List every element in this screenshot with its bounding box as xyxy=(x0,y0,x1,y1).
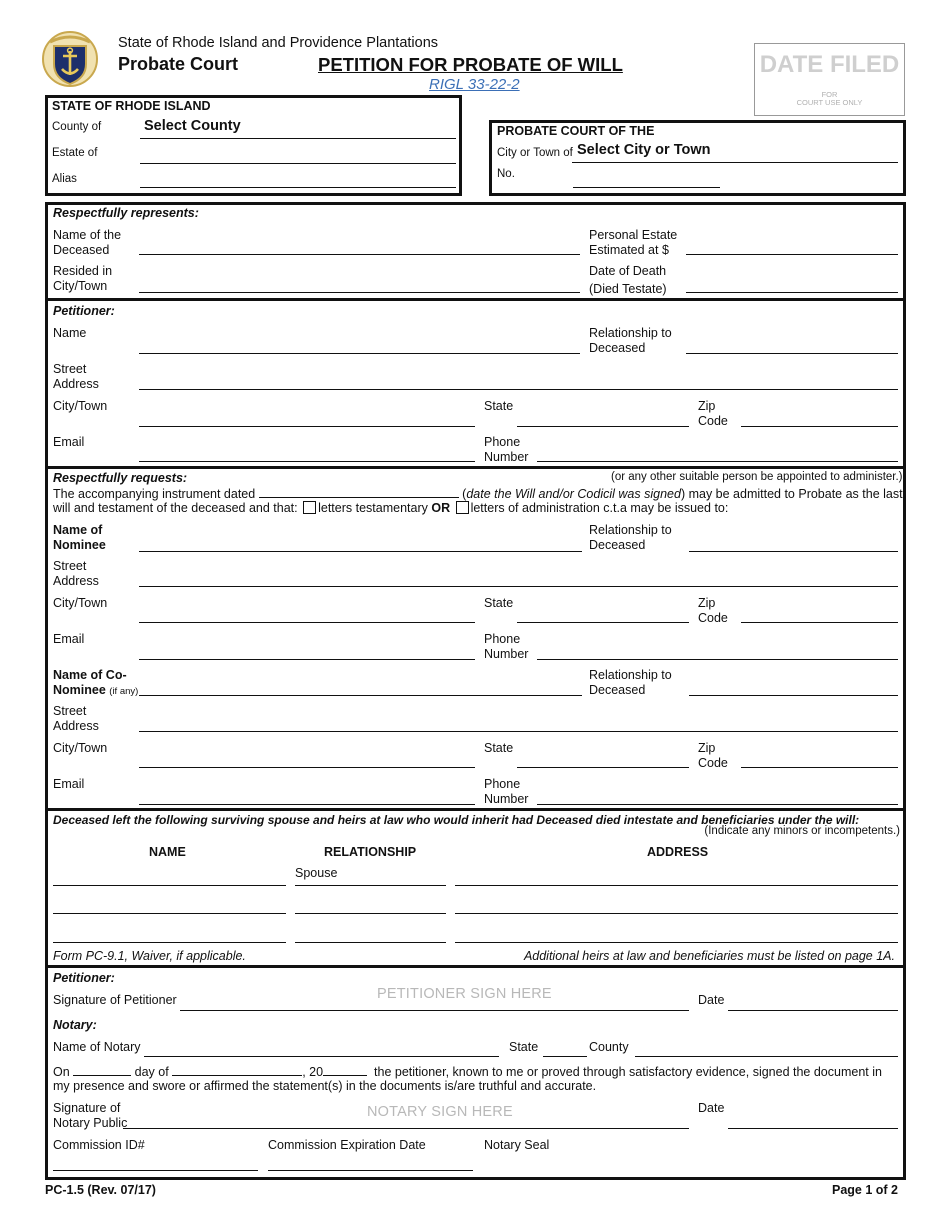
heir-1-address-input[interactable] xyxy=(455,885,898,886)
notary-heading: Notary: xyxy=(53,1018,97,1032)
waiver-note: Form PC-9.1, Waiver, if applicable. xyxy=(53,949,246,963)
conominee-l2: Nominee xyxy=(53,683,106,697)
petitioner-name-input[interactable] xyxy=(139,353,580,354)
conominee-zip-l1: Zip xyxy=(698,741,716,755)
personal-estate-label-l2: Estimated at $ xyxy=(589,243,669,257)
nominee-phone-input[interactable] xyxy=(537,659,898,660)
instrument-date-input[interactable] xyxy=(259,486,459,498)
petitioner-relationship-input[interactable] xyxy=(686,353,898,354)
date-of-death-input[interactable] xyxy=(686,292,898,293)
conominee-rel-l1: Relationship to xyxy=(589,668,672,682)
attest-twenty: , 20 xyxy=(302,1065,324,1079)
nominee-street-label xyxy=(53,559,99,589)
petitioner-email-label: Email xyxy=(53,435,85,449)
personal-estate-label-l1: Personal Estate xyxy=(589,228,678,242)
conominee-relationship-input[interactable] xyxy=(689,695,898,696)
commission-exp-label: Commission Expiration Date xyxy=(268,1138,426,1152)
petitioner-date-input[interactable] xyxy=(728,1010,898,1011)
state-seal-logo xyxy=(42,28,98,90)
conominee-zip-input[interactable] xyxy=(741,767,898,768)
alias-label: Alias xyxy=(52,173,77,185)
conominee-street-input[interactable] xyxy=(139,731,898,732)
notary-date-input[interactable] xyxy=(728,1128,898,1129)
court-name: Probate Court xyxy=(118,54,239,74)
city-line xyxy=(572,162,898,163)
nominee-name-input[interactable] xyxy=(139,551,582,552)
notary-date-label: Date xyxy=(698,1101,725,1115)
notary-sign-here[interactable]: NOTARY SIGN HERE xyxy=(367,1104,513,1120)
petitioner-phone-label xyxy=(484,435,528,465)
conominee-email-input[interactable] xyxy=(139,804,475,805)
conominee-phone-label xyxy=(484,777,528,807)
resided-label xyxy=(53,264,112,294)
heir-3-name-input[interactable] xyxy=(53,942,286,943)
letters-testamentary-checkbox[interactable] xyxy=(303,501,316,514)
petitioner-zip-l1: Zip xyxy=(698,399,716,413)
sig-petitioner-heading: Petitioner: xyxy=(53,971,115,985)
conominee-name-label xyxy=(53,668,138,699)
county-line xyxy=(140,138,456,139)
resided-label-l2: City/Town xyxy=(53,279,108,293)
notary-seal-label: Notary Seal xyxy=(484,1138,550,1152)
notary-county-label: County xyxy=(589,1040,629,1054)
city-label: City or Town of xyxy=(497,147,573,159)
petitioner-zip-input[interactable] xyxy=(741,426,898,427)
conominee-street-l1: Street xyxy=(53,704,87,718)
attest-month-input[interactable] xyxy=(172,1064,302,1076)
conominee-zip-label xyxy=(698,741,728,771)
conominee-phone-l2: Number xyxy=(484,792,529,806)
petitioner-zip-label xyxy=(698,399,728,429)
letters-admin-checkbox[interactable] xyxy=(456,501,469,514)
date-filed-label: DATE FILED xyxy=(759,51,900,78)
form-id: PC-1.5 (Rev. 07/17) xyxy=(45,1183,156,1197)
attestation-line-1 xyxy=(53,1064,882,1080)
personal-estate-label xyxy=(589,228,677,258)
requests-line-2 xyxy=(53,501,728,516)
petitioner-street-label xyxy=(53,362,99,392)
court-use-only-label: COURT USE ONLY xyxy=(796,98,863,107)
notary-sig-l2: Notary Public xyxy=(53,1116,128,1130)
represents-heading: Respectfully represents: xyxy=(53,206,199,220)
nominee-l1: Name of xyxy=(53,523,103,537)
nominee-zip-label xyxy=(698,596,728,626)
nominee-street-input[interactable] xyxy=(139,586,898,587)
nominee-city-input[interactable] xyxy=(139,622,475,623)
heirs-note: (Indicate any minors or incompetents.) xyxy=(704,825,900,837)
heir-2-relationship-input[interactable] xyxy=(295,913,446,914)
petitioner-state-label: State xyxy=(484,399,514,413)
nominee-zip-l2: Code xyxy=(698,611,728,625)
date-filed-box[interactable] xyxy=(754,43,905,116)
commission-exp-input[interactable] xyxy=(268,1170,473,1171)
notary-name-input[interactable] xyxy=(144,1056,499,1057)
petitioner-phone-l2: Number xyxy=(484,450,529,464)
heir-1-relationship-input[interactable] xyxy=(295,885,446,886)
personal-estate-input[interactable] xyxy=(686,254,898,255)
nominee-rel-l1: Relationship to xyxy=(589,523,672,537)
nominee-zip-input[interactable] xyxy=(741,622,898,623)
notary-county-input[interactable] xyxy=(635,1056,898,1057)
statute-link[interactable]: RIGL 33-22-2 xyxy=(429,76,520,93)
divider-petitioner xyxy=(45,298,906,301)
nominee-city-label: City/Town xyxy=(53,596,108,610)
nominee-l2: Nominee xyxy=(53,538,106,552)
petitioner-city-input[interactable] xyxy=(139,426,475,427)
conominee-email-label: Email xyxy=(53,777,85,791)
date-of-death-label-l2: (Died Testate) xyxy=(589,282,667,296)
sig-petitioner-label: Signature of Petitioner xyxy=(53,993,177,1007)
nominee-street-l1: Street xyxy=(53,559,87,573)
deceased-name-input[interactable] xyxy=(139,254,580,255)
heir-3-address-input[interactable] xyxy=(455,942,898,943)
conominee-city-label: City/Town xyxy=(53,741,108,755)
attest-day-of: day of xyxy=(134,1065,169,1079)
requests-line-2-a: will and testament of the deceased and that: xyxy=(53,501,298,515)
notary-name-label: Name of Notary xyxy=(53,1040,141,1054)
requests-note: (or any other suitable person be appointed to administer.) xyxy=(611,471,903,483)
petitioner-phone-l1: Phone xyxy=(484,435,521,449)
petitioner-date-label: Date xyxy=(698,993,725,1007)
or-label: OR xyxy=(431,501,451,515)
petitioner-state-input[interactable] xyxy=(517,426,689,427)
petitioner-rel-l1: Relationship to xyxy=(589,326,672,340)
requests-line-1-c: ) may be admitted to Probate as the last xyxy=(680,487,903,501)
deceased-name-label-l2: Deceased xyxy=(53,243,110,257)
divider-signature xyxy=(45,965,906,968)
county-label: County of xyxy=(52,121,102,133)
nominee-street-l2: Address xyxy=(53,574,99,588)
date-of-death-label xyxy=(589,264,667,297)
petitioner-zip-l2: Code xyxy=(698,414,728,428)
heirs-spouse-label: Spouse xyxy=(295,866,338,880)
alias-input[interactable] xyxy=(140,187,456,188)
deceased-name-label-l1: Name of the xyxy=(53,228,122,242)
page-title: PETITION FOR PROBATE OF WILL xyxy=(318,54,623,75)
conominee-street-l2: Address xyxy=(53,719,99,733)
attestation-line-2: my presence and swore or affirmed the statement(s) in the documents is/are truthful and accurate. xyxy=(53,1079,597,1093)
nominee-rel-l2: Deceased xyxy=(589,538,646,552)
notary-sig-l1: Signature of xyxy=(53,1101,121,1115)
resided-label-l1: Resided in xyxy=(53,264,113,278)
notary-signature-input[interactable] xyxy=(123,1128,689,1129)
heir-1-name-input[interactable] xyxy=(53,885,286,886)
commission-id-input[interactable] xyxy=(53,1170,258,1171)
notary-state-input[interactable] xyxy=(543,1056,587,1057)
conominee-zip-l2: Code xyxy=(698,756,728,770)
page-number: Page 1 of 2 xyxy=(832,1183,898,1197)
heirs-col-name: NAME xyxy=(149,845,186,859)
case-no-label: No. xyxy=(497,168,515,180)
state-heading: STATE OF RHODE ISLAND xyxy=(52,99,211,113)
attest-on: On xyxy=(53,1065,70,1079)
notary-state-label: State xyxy=(509,1040,539,1054)
resided-input[interactable] xyxy=(139,292,580,293)
conominee-rel-l2: Deceased xyxy=(589,683,646,697)
state-line: State of Rhode Island and Providence Plantations xyxy=(118,35,439,51)
petitioner-street-input[interactable] xyxy=(139,389,898,390)
divider-requests xyxy=(45,466,906,469)
requests-line-1 xyxy=(53,486,903,502)
main-form-box xyxy=(45,202,906,1180)
estate-label: Estate of xyxy=(52,147,98,159)
probate-court-of-heading: PROBATE COURT OF THE xyxy=(497,124,655,138)
deceased-name-label xyxy=(53,228,121,258)
heir-2-name-input[interactable] xyxy=(53,913,286,914)
conominee-state-input[interactable] xyxy=(517,767,689,768)
conominee-relationship-label xyxy=(589,668,672,698)
letters-admin-label: letters of administration c.t.a may be issued to: xyxy=(470,501,729,515)
attest-year-input[interactable] xyxy=(323,1064,367,1076)
nominee-state-input[interactable] xyxy=(517,622,689,623)
nominee-state-label: State xyxy=(484,596,514,610)
nominee-zip-l1: Zip xyxy=(698,596,716,610)
county-select[interactable]: Select County xyxy=(144,118,241,134)
requests-line-1-b: ( xyxy=(462,487,467,501)
petitioner-street-l2: Address xyxy=(53,377,99,391)
conominee-state-label: State xyxy=(484,741,514,755)
attest-text-1: the petitioner, known to me or proved through satisfactory evidence, signed the document in xyxy=(374,1065,882,1079)
petitioner-street-l1: Street xyxy=(53,362,87,376)
petitioner-email-input[interactable] xyxy=(139,461,475,462)
petitioner-relationship-label xyxy=(589,326,672,356)
estate-input[interactable] xyxy=(140,163,456,164)
conominee-city-input[interactable] xyxy=(139,767,475,768)
petitioner-sign-here[interactable]: PETITIONER SIGN HERE xyxy=(377,986,552,1002)
nominee-relationship-input[interactable] xyxy=(689,551,898,552)
attest-day-input[interactable] xyxy=(73,1064,131,1076)
requests-heading: Respectfully requests: xyxy=(53,471,188,485)
conominee-l1: Name of Co- xyxy=(53,668,127,682)
date-of-death-label-l1: Date of Death xyxy=(589,264,667,278)
city-select[interactable]: Select City or Town xyxy=(577,142,711,158)
additional-heirs-note: Additional heirs at law and beneficiaries must be listed on page 1A. xyxy=(523,949,895,963)
divider-heirs xyxy=(45,808,906,811)
petitioner-phone-input[interactable] xyxy=(537,461,898,462)
petitioner-city-label: City/Town xyxy=(53,399,108,413)
requests-line-1-a: The accompanying instrument dated xyxy=(53,487,256,501)
nominee-phone-l1: Phone xyxy=(484,632,521,646)
conominee-street-label xyxy=(53,704,99,734)
petitioner-signature-input[interactable] xyxy=(180,1010,689,1011)
nominee-phone-label xyxy=(484,632,528,662)
conominee-name-input[interactable] xyxy=(139,695,582,696)
nominee-email-label: Email xyxy=(53,632,85,646)
nominee-relationship-label xyxy=(589,523,672,553)
nominee-phone-l2: Number xyxy=(484,647,529,661)
petitioner-rel-l2: Deceased xyxy=(589,341,646,355)
letters-testamentary-label: letters testamentary xyxy=(318,501,428,515)
for-court-label: FOR xyxy=(821,90,838,99)
heirs-heading: Deceased left the following surviving spouse and heirs at law who would inherit had Deceased died intestate and beneficiaries under the will: xyxy=(53,813,860,827)
requests-line-1-italic: date the Will and/or Codicil was signed xyxy=(466,487,681,501)
heir-2-address-input[interactable] xyxy=(455,913,898,914)
if-any-label: (if any) xyxy=(109,686,139,697)
heir-3-relationship-input[interactable] xyxy=(295,942,446,943)
petitioner-name-label: Name xyxy=(53,326,87,340)
nominee-name-label xyxy=(53,523,106,553)
conominee-phone-input[interactable] xyxy=(537,804,898,805)
commission-id-label: Commission ID# xyxy=(53,1138,145,1152)
conominee-phone-l1: Phone xyxy=(484,777,521,791)
nominee-email-input[interactable] xyxy=(139,659,475,660)
petitioner-heading: Petitioner: xyxy=(53,304,115,318)
heirs-col-address: ADDRESS xyxy=(647,845,709,859)
case-no-input[interactable] xyxy=(573,187,720,188)
notary-signature-label xyxy=(53,1101,127,1131)
heirs-col-relationship: RELATIONSHIP xyxy=(324,845,417,859)
